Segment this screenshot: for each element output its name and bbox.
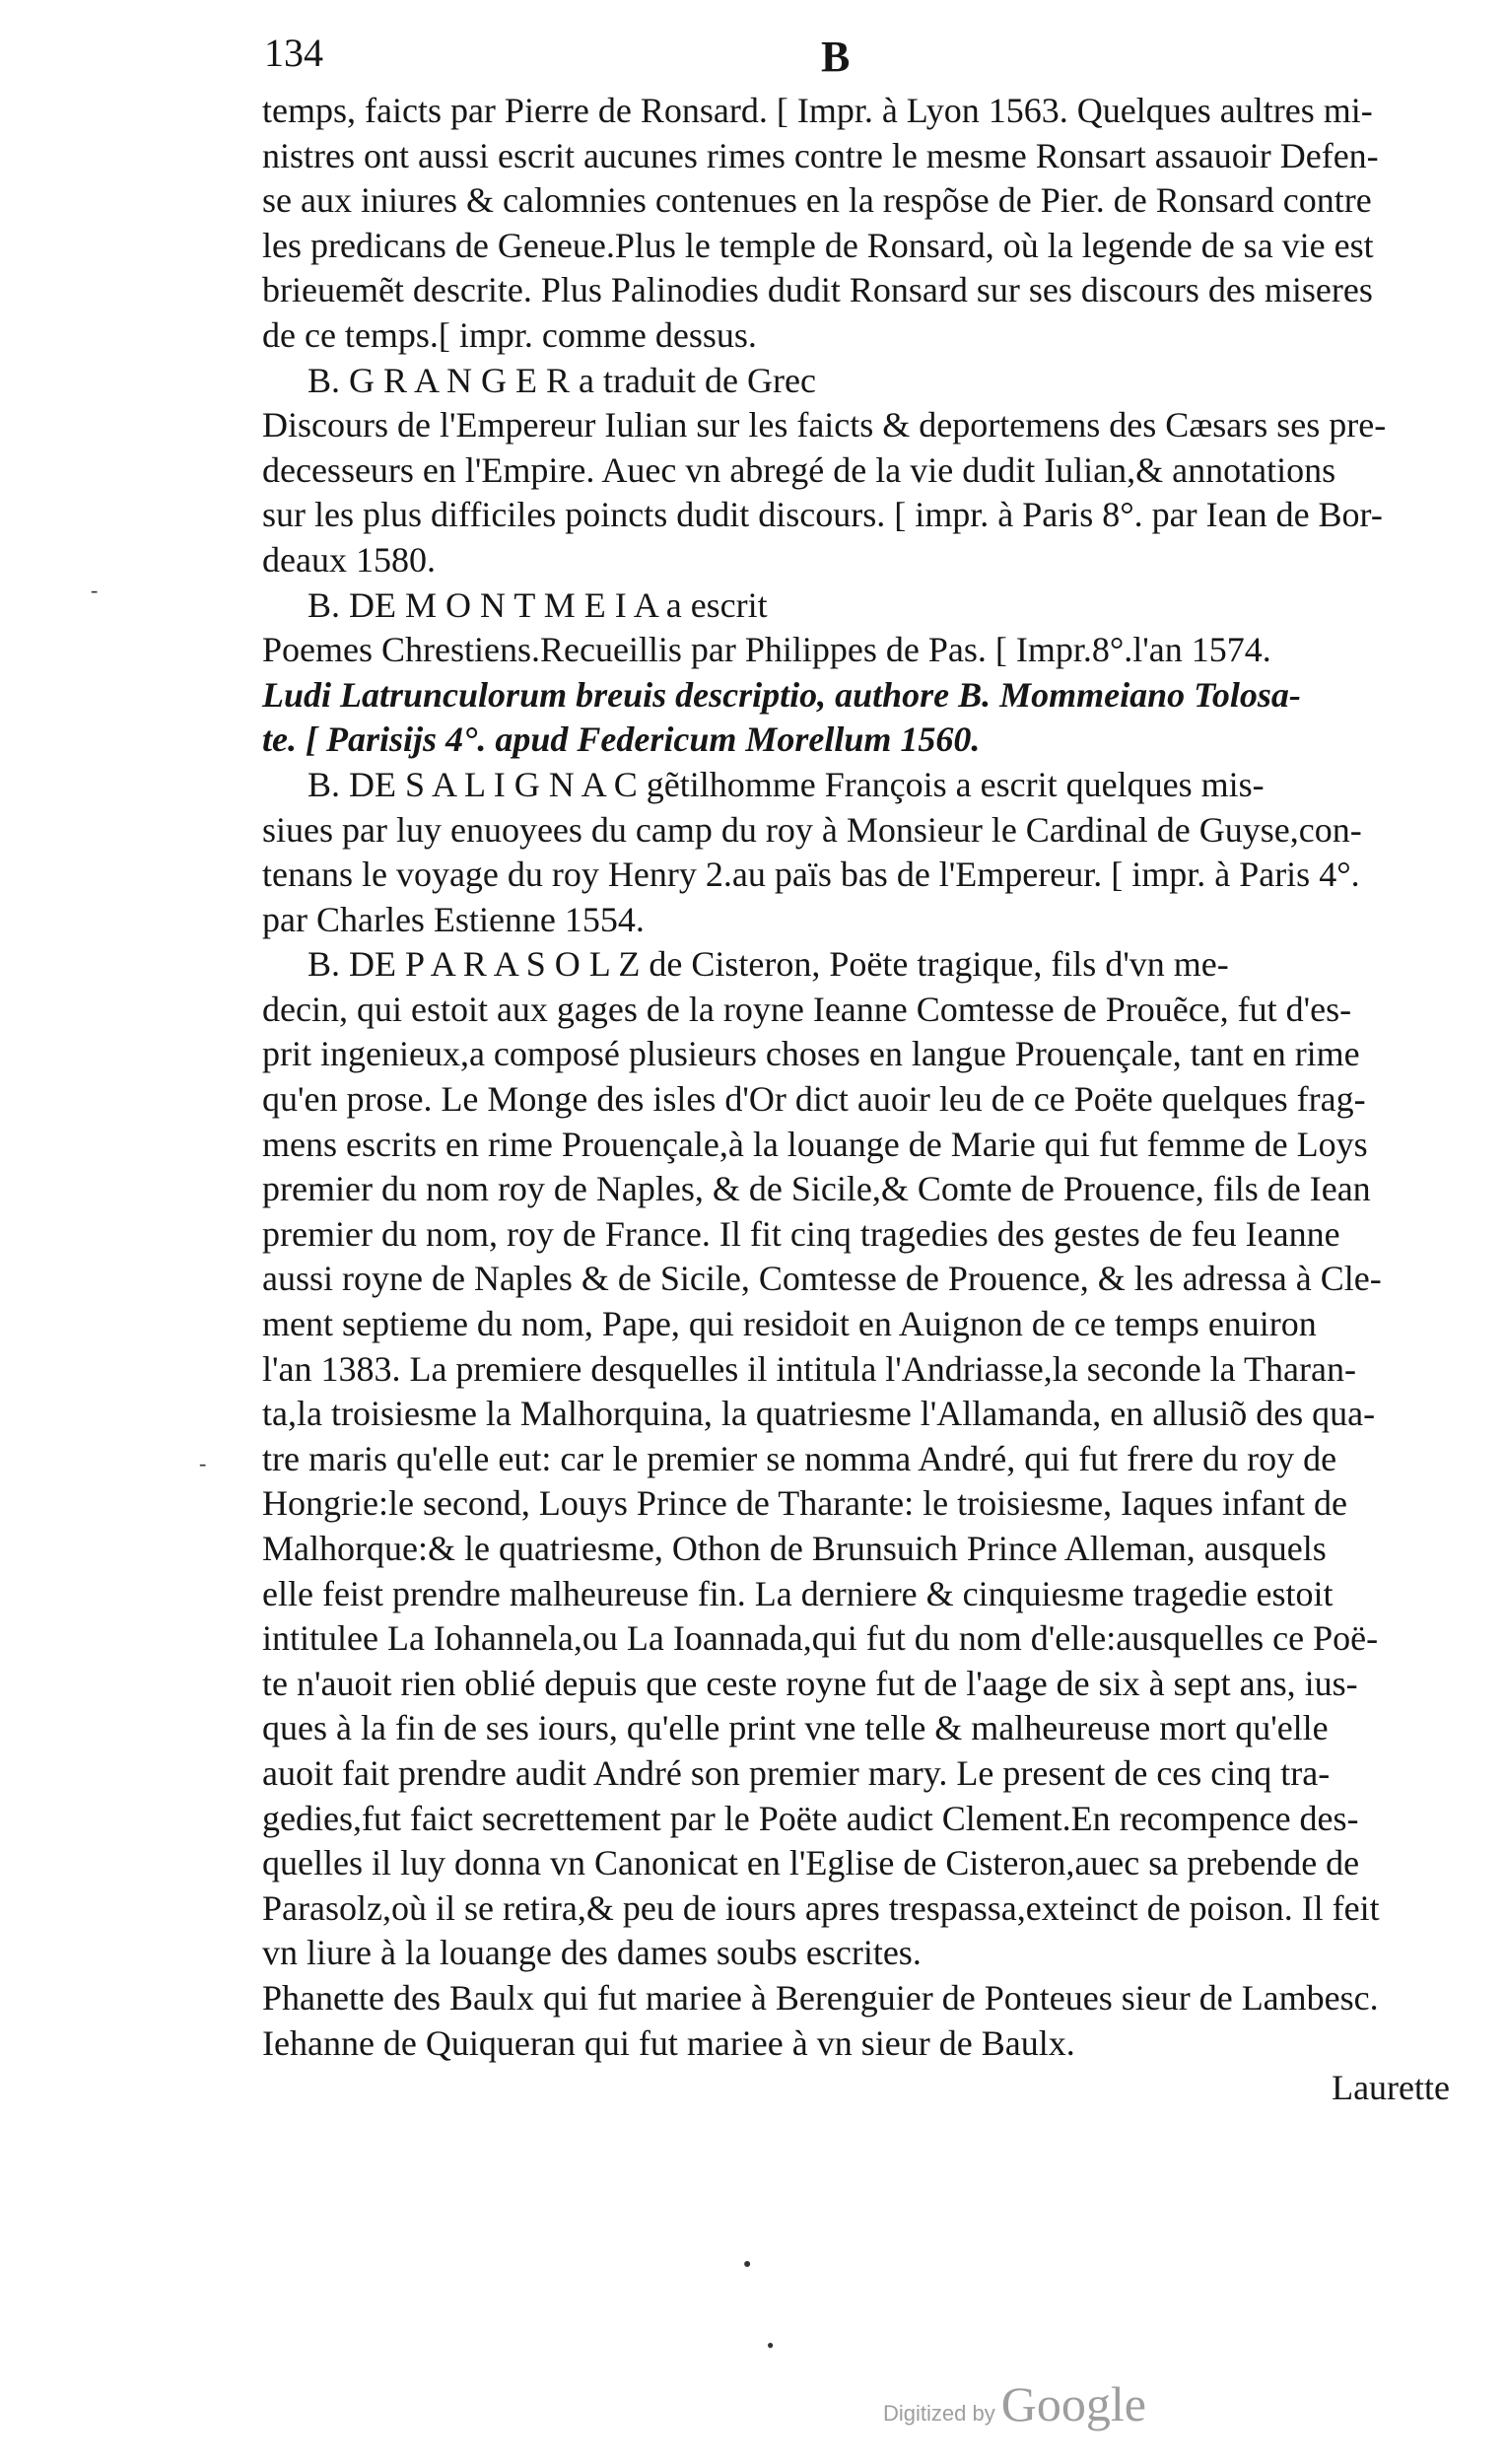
text-line: Discours de l'Empereur Iulian sur les faicts & deportemens des Cæsars ses pre- <box>262 405 1387 445</box>
margin-mark: - <box>199 1451 207 1475</box>
text-line: de ce temps.[ impr. comme dessus. <box>262 314 757 355</box>
text-line: Malhorque:& le quatriesme, Othon de Brunsuich Prince Alleman, ausquels <box>262 1529 1327 1568</box>
text-line: ment septieme du nom, Pape, qui residoit en Auignon de ce temps enuiron <box>262 1304 1317 1344</box>
text-line: brieuemẽt descrite. Plus Palinodies dudit Ronsard sur ses discours des miseres <box>262 270 1373 310</box>
margin-mark: - <box>91 578 99 602</box>
text-line: nistres ont aussi escrit aucunes rimes contre le mesme Ronsart assauoir Defen- <box>262 135 1379 175</box>
watermark-prefix: Digitized by <box>883 2401 995 2426</box>
text-line: temps, faicts par Pierre de Ronsard. [ Impr. à Lyon 1563. Quelques aultres mi- <box>262 91 1373 130</box>
text-line: intitulee La Iohannela,ou La Ioannada,qui fut du nom d'elle:ausquelles ce Poë- <box>262 1618 1379 1659</box>
text-line: tenans le voyage du roy Henry 2.au païs bas de l'Empereur. [ impr. à Paris 4°. <box>262 855 1360 895</box>
text-line: se aux iniures & calomnies contenues en la respõse de Pier. de Ronsard contre <box>262 180 1372 221</box>
italic-line: Ludi Latrunculorum breuis descriptio, authore B. Mommeiano Tolosa- <box>262 674 1301 715</box>
print-speck: ● <box>767 2338 775 2352</box>
text-line: gedies,fut faict secrettement par le Poëte audict Clement.En recompence des- <box>262 1798 1359 1838</box>
text-line: vn liure à la louange des dames soubs escrites. <box>262 1933 922 1973</box>
entry-heading-parasolz: B. DE P A R A S O L Z de Cisteron, Poëte tragique, fils d'vn me- <box>308 944 1229 985</box>
text-line: premier du nom roy de Naples, & de Sicile,& Comte de Prouence, fils de Iean <box>262 1169 1371 1209</box>
text-line: qu'en prose. Le Monge des isles d'Or dict auoir leu de ce Poëte quelques frag- <box>262 1079 1366 1120</box>
google-logo: Google <box>1000 2376 1146 2431</box>
text-line: par Charles Estienne 1554. <box>262 899 645 939</box>
body-text <box>262 89 1457 2066</box>
text-line: prit ingenieux,a composé plusieurs choses en langue Prouençale, tant en rime <box>262 1034 1360 1074</box>
italic-line: te. [ Parisijs 4°. apud Federicum Morellum 1560. <box>262 719 981 760</box>
page-number: 134 <box>264 31 323 75</box>
text-line: sur les plus difficiles poincts dudit discours. [ impr. à Paris 8°. par Iean de Bor- <box>262 495 1383 535</box>
text-line: auoit fait prendre audit André son premier mary. Le present de ces cinq tra- <box>262 1752 1331 1793</box>
text-line: decin, qui estoit aux gages de la royne Ieanne Comtesse de Prouẽce, fut d'es- <box>262 989 1352 1029</box>
text-line: Poemes Chrestiens.Recueillis par Philippes de Pas. [ Impr.8°.l'an 1574. <box>262 630 1271 670</box>
google-watermark <box>883 2375 1146 2432</box>
text-line: ques à la fin de ses iours, qu'elle print vne telle & malheureuse mort qu'elle <box>262 1708 1329 1748</box>
text-line: ta,la troisiesme la Malhorquina, la quatriesme l'Allamanda, en allusiõ des qua- <box>262 1394 1376 1434</box>
text-line: les predicans de Geneue.Plus le temple de Ronsard, où la legende de sa vie est <box>262 225 1374 265</box>
text-line: mens escrits en rime Prouençale,à la louange de Marie qui fut femme de Loys <box>262 1124 1368 1164</box>
text-line: Hongrie:le second, Louys Prince de Tharante: le troisiesme, Iaques infant de <box>262 1483 1347 1524</box>
text-line: tre maris qu'elle eut: car le premier se nomma André, qui fut frere du roy de <box>262 1438 1337 1478</box>
section-signature: B <box>821 33 851 81</box>
text-line: l'an 1383. La premiere desquelles il intitula l'Andriasse,la seconde la Tharan- <box>262 1348 1356 1389</box>
print-speck: ● <box>743 2257 752 2272</box>
text-line: elle feist prendre malheureuse fin. La derniere & cinquiesme tragedie estoit <box>262 1573 1334 1613</box>
text-line: decesseurs en l'Empire. Auec vn abregé de la vie dudit Iulian,& annotations <box>262 449 1336 490</box>
text-line: Phanette des Baulx qui fut mariee à Berenguier de Ponteues sieur de Lambesc. <box>262 1977 1379 2018</box>
text-line: deaux 1580. <box>262 539 436 580</box>
text-line: Iehanne de Quiqueran qui fut mariee à vn sieur de Baulx. <box>262 2022 1075 2063</box>
text-line: Parasolz,où il se retira,& peu de iours apres trespassa,exteinct de poison. Il feit <box>262 1887 1380 1928</box>
text-line: te n'auoit rien oblié depuis que ceste royne fut de l'aage de six à sept ans, ius- <box>262 1663 1358 1703</box>
text-line: quelles il luy donna vn Canonicat en l'Eglise de Cisteron,auec sa prebende de <box>262 1843 1360 1883</box>
text-line: siues par luy enuoyees du camp du roy à Monsieur le Cardinal de Guyse,con- <box>262 809 1362 850</box>
text-line: aussi royne de Naples & de Sicile, Comtesse de Prouence, & les adressa à Cle- <box>262 1259 1382 1299</box>
text-line: premier du nom, roy de France. Il fit cinq tragedies des gestes de feu Ieanne <box>262 1213 1340 1254</box>
entry-heading-montmeia: B. DE M O N T M E I A a escrit <box>308 584 768 625</box>
entry-heading-salignac: B. DE S A L I G N A C gẽtilhomme François a escrit quelques mis- <box>308 764 1265 804</box>
catchword: Laurette <box>1332 2068 1450 2107</box>
entry-heading-granger: B. G R A N G E R a traduit de Grec <box>308 360 816 400</box>
